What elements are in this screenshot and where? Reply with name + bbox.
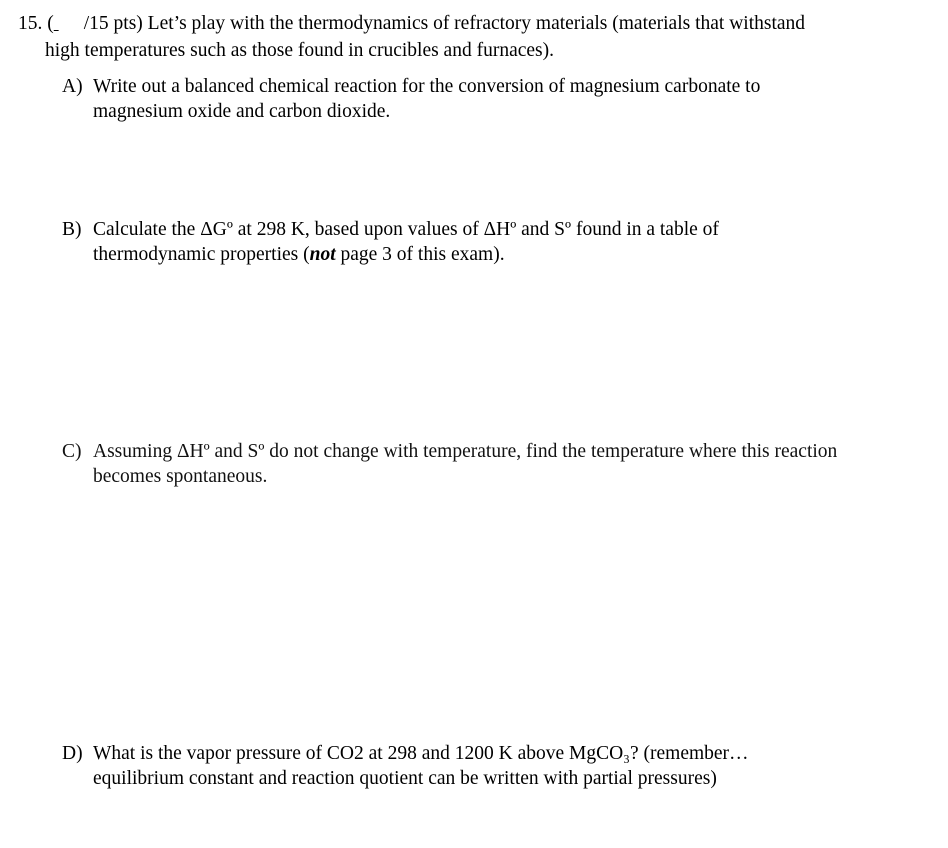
part-b-line-2-start: thermodynamic properties ( — [93, 244, 310, 265]
question-intro-line2: high temperatures such as those found in crucibles and furnaces). — [45, 40, 554, 61]
part-b-emphasis: not — [309, 244, 336, 265]
part-b-line-1: Calculate the ΔGº at 298 K, based upon values of ΔHº and Sº found in a table of — [93, 219, 719, 240]
part-b-line-2 — [93, 242, 719, 267]
part-d-label: D) — [62, 743, 83, 764]
part-b-line-2-end: page 3 of this exam). — [335, 244, 505, 265]
question-number: 15. ( — [18, 13, 54, 34]
part-d-line-2: equilibrium constant and reaction quotient can be written with partial pressures) — [93, 768, 717, 789]
question-intro: /15 pts) Let’s play with the thermodynamics of refractory materials (materials that withstand — [83, 13, 806, 34]
question-header — [18, 11, 805, 36]
part-c-line-2: becomes spontaneous. — [93, 466, 268, 487]
points-blank[interactable] — [54, 11, 84, 36]
part-d-line-1: What is the vapor pressure of CO2 at 298 and 1200 K above MgCO₃? (remember… — [93, 743, 749, 764]
part-a-line-1: Write out a balanced chemical reaction for the conversion of magnesium carbonate to — [93, 76, 761, 97]
part-b-label: B) — [62, 219, 82, 240]
part-c-line-1: Assuming ΔHº and Sº do not change with temperature, find the temperature where this reaction — [93, 441, 838, 462]
part-c-label: C) — [62, 441, 82, 462]
part-a-label: A) — [62, 76, 83, 97]
part-a-line-2: magnesium oxide and carbon dioxide. — [93, 101, 391, 122]
